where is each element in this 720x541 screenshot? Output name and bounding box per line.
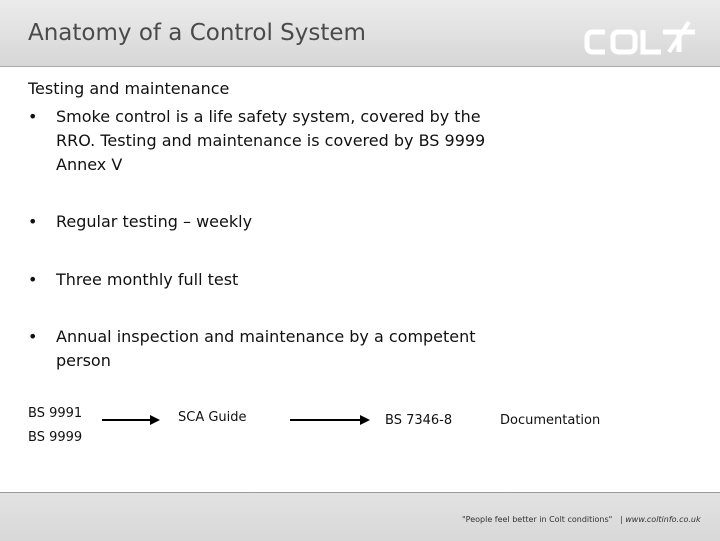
bullet-item xyxy=(28,105,508,177)
bullet-symbol: • xyxy=(28,212,38,231)
flow-arrow-2 xyxy=(288,414,372,426)
footer-website: | www.coltinfo.co.uk xyxy=(620,515,701,524)
flow-arrow-1 xyxy=(100,414,162,426)
bullet-item xyxy=(28,325,508,373)
bullet-text: Annual inspection and maintenance by a competent person xyxy=(56,327,476,370)
content-area xyxy=(28,78,508,100)
bullet-item xyxy=(28,268,508,292)
flow-documentation: Documentation xyxy=(500,413,601,428)
flow-standard-bs9991: BS 9991 xyxy=(28,406,83,421)
bullet-symbol: • xyxy=(28,327,38,346)
header-bar xyxy=(0,0,720,67)
footer-tagline: "People feel better in Colt conditions" xyxy=(462,515,613,524)
bullet-item xyxy=(28,210,508,234)
colt-logo xyxy=(583,18,701,58)
flow-bs7346: BS 7346-8 xyxy=(385,413,453,428)
bullet-text: Smoke control is a life safety system, covered by the RRO. Testing and maintenance is covered by BS 9999 Annex V xyxy=(56,107,486,174)
bullet-symbol: • xyxy=(28,270,38,289)
flow-sca-guide: SCA Guide xyxy=(178,410,247,425)
slide-title: Anatomy of a Control System xyxy=(28,20,366,46)
bullet-text: Three monthly full test xyxy=(56,270,239,289)
section-heading: Testing and maintenance xyxy=(28,79,230,98)
bullet-text: Regular testing – weekly xyxy=(56,212,253,231)
flow-standard-bs9999: BS 9999 xyxy=(28,430,83,445)
bullet-symbol: • xyxy=(28,107,38,126)
